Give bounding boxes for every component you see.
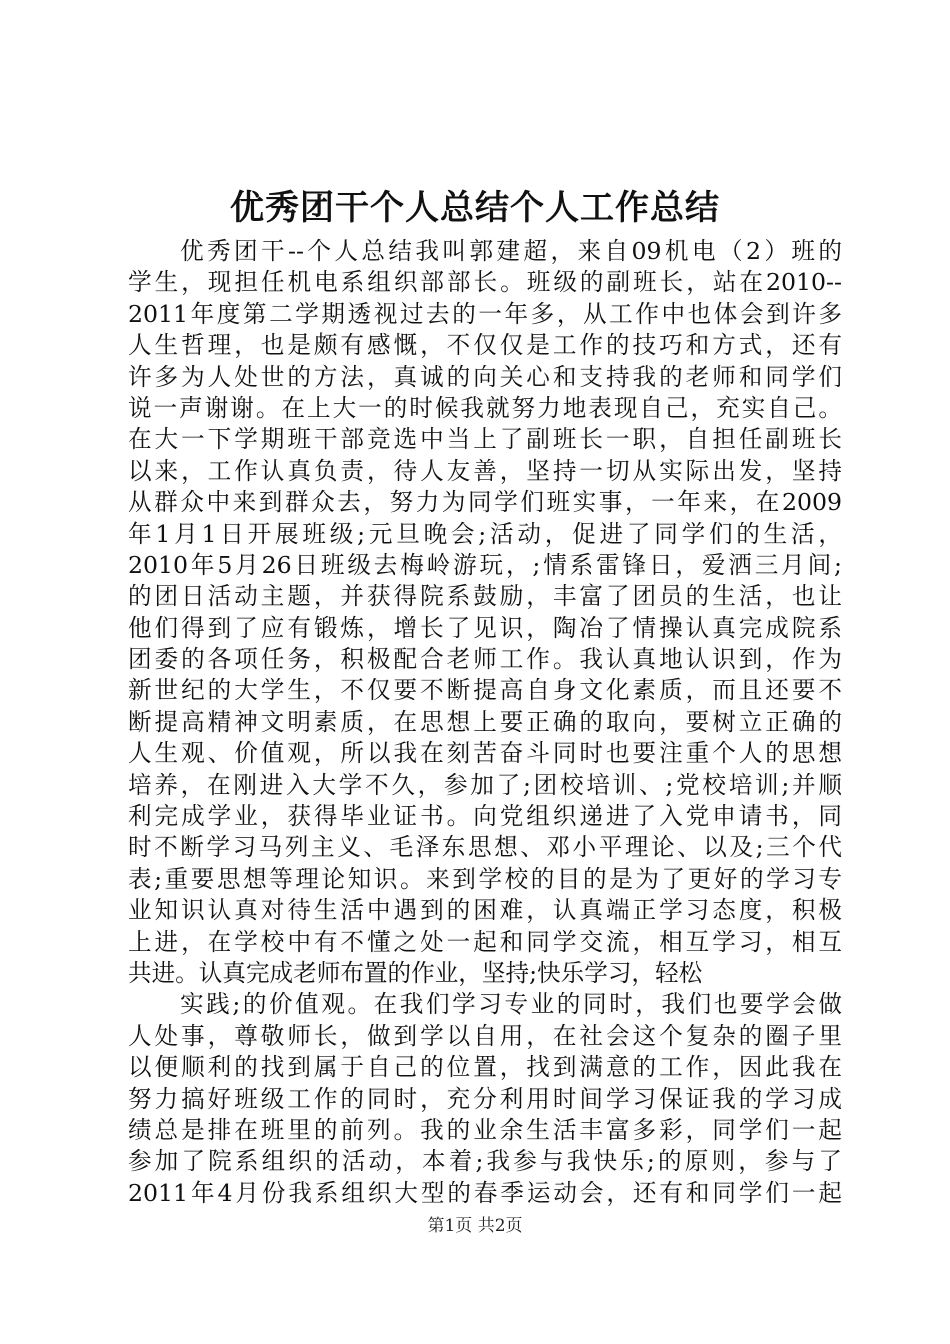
paragraph-line: 以来，工作认真负责，待人友善，坚持一切从实际出发，坚持	[128, 456, 842, 485]
paragraph-line: 时不断学习马列主义、毛泽东思想、邓小平理论、以及;三个代	[128, 833, 842, 862]
paragraph-line: 人处事，尊敬师长，做到学以自用，在社会这个复杂的圈子里	[128, 1021, 842, 1050]
paragraph-line: 断提高精神文明素质，在思想上要正确的取向，要树立正确的	[128, 707, 842, 736]
paragraph-line: 利完成学业，获得毕业证书。向党组织递进了入党申请书，同	[128, 802, 842, 831]
paragraph-line: 2010年5月26日班级去梅岭游玩，;情系雷锋日，爱洒三月间;	[128, 550, 842, 579]
paragraph-line: 许多为人处世的方法，真诚的向关心和支持我的老师和同学们	[128, 362, 842, 391]
paragraph-line: 培养，在刚进入大学不久，参加了;团校培训、;党校培训;并顺	[128, 770, 842, 799]
paragraph-line: 他们得到了应有锻炼，增长了见识，陶冶了情操认真完成院系	[128, 613, 842, 642]
paragraph-line: 上进，在学校中有不懂之处一起和同学交流，相互学习，相互	[128, 927, 842, 956]
paragraph-line: 新世纪的大学生，不仅要不断提高自身文化素质，而且还要不	[128, 676, 842, 705]
paragraph-line: 的团日活动主题，并获得院系鼓励，丰富了团员的生活，也让	[128, 582, 842, 611]
paragraph-2	[128, 989, 842, 1209]
document-body	[128, 236, 842, 1209]
paragraph-line: 以便顺利的找到属于自己的位置，找到满意的工作，因此我在	[128, 1053, 842, 1082]
paragraph-line: 2011年度第二学期透视过去的一年多，从工作中也体会到许多	[128, 299, 842, 328]
paragraph-line: 参加了院系组织的活动，本着;我参与我快乐;的原则，参与了	[128, 1147, 842, 1176]
paragraph-line: 学生，现担任机电系组织部部长。班级的副班长，站在2010--	[128, 268, 842, 297]
paragraph-line: 从群众中来到群众去，努力为同学们班实事，一年来，在2009	[128, 488, 842, 517]
paragraph-1	[128, 236, 842, 989]
paragraph-line: 努力搞好班级工作的同时，充分利用时间学习保证我的学习成	[128, 1084, 842, 1113]
paragraph-line: 说一声谢谢。在上大一的时候我就努力地表现自己，充实自己。	[128, 393, 842, 422]
paragraph-line: 表;重要思想等理论知识。来到学校的目的是为了更好的学习专	[128, 864, 842, 893]
paragraph-line: 年1月1日开展班级;元旦晚会;活动，促进了同学们的生活，	[128, 519, 842, 548]
paragraph-line: 人生哲理，也是颇有感慨，不仅仅是工作的技巧和方式，还有	[128, 331, 842, 360]
paragraph-line: 在大一下学期班干部竞选中当上了副班长一职，自担任副班长	[128, 425, 842, 454]
paragraph-line: 团委的各项任务，积极配合老师工作。我认真地认识到，作为	[128, 645, 842, 674]
paragraph-line: 绩总是排在班里的前列。我的业余生活丰富多彩，同学们一起	[128, 1115, 842, 1144]
paragraph-line: 实践;的价值观。在我们学习专业的同时，我们也要学会做	[180, 990, 842, 1019]
document-title: 优秀团干个人总结个人工作总结	[230, 188, 720, 228]
paragraph-line: 人生观、价值观，所以我在刻苦奋斗同时也要注重个人的思想	[128, 739, 842, 768]
paragraph-line: 优秀团干--个人总结我叫郭建超，来自09机电（2）班的	[180, 237, 842, 265]
paragraph-line: 共进。认真完成老师布置的作业，坚持;快乐学习，轻松	[128, 958, 703, 987]
page-footer: 第1页 共2页	[427, 1216, 523, 1236]
paragraph-line: 业知识认真对待生活中遇到的困难，认真端正学习态度，积极	[128, 896, 842, 925]
paragraph-line: 2011年4月份我系组织大型的春季运动会，还有和同学们一起	[128, 1178, 842, 1207]
